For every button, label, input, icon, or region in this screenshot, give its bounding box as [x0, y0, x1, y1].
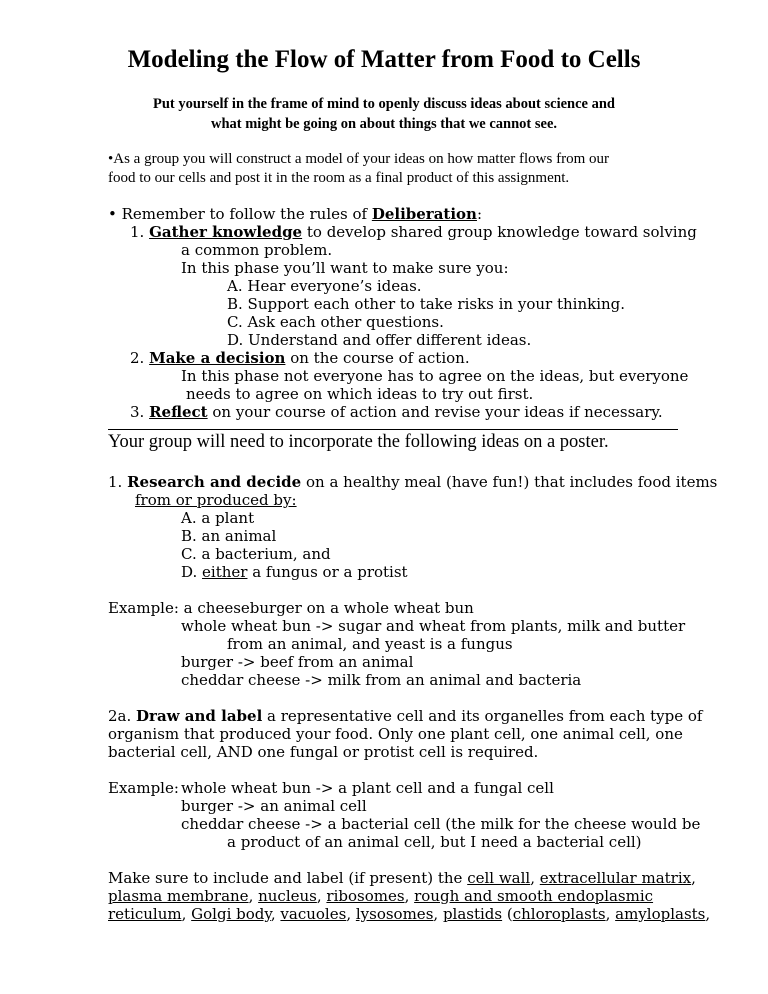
step-1-item-c: C. Ask each other questions.: [227, 313, 444, 331]
bullet: •: [108, 151, 114, 167]
term-golgi: Golgi body: [191, 905, 271, 923]
step-1-item-a: A. Hear everyone’s ideas.: [227, 277, 422, 295]
term-lysosomes: lysosomes: [355, 905, 434, 923]
final-line-1: Make sure to include and label (if present) the cell wall, extracellular matrix,: [108, 869, 696, 887]
item-2a-line-3: bacterial cell, AND one fungal or protist cell is required.: [108, 743, 539, 761]
step-2-line-2: needs to agree on which ideas to try out first.: [186, 385, 534, 403]
term-vacuoles: vacuoles: [280, 905, 347, 923]
term-plasma-membrane: plasma membrane: [108, 887, 249, 905]
step-1-item-b: B. Support each other to take risks in your thinking.: [227, 295, 626, 313]
example-2-line-4: a product of an animal cell, but I need a bacterial cell): [227, 833, 642, 851]
deliberation-keyword: Deliberation: [371, 205, 477, 223]
example-1-line-1: whole wheat bun -> sugar and wheat from plants, milk and butter: [181, 617, 686, 635]
step-1-phase: In this phase you’ll want to make sure you:: [181, 259, 509, 277]
page-title: Modeling the Flow of Matter from Food to Cells: [127, 46, 641, 73]
step-2: 2. Make a decision on the course of action.: [130, 349, 470, 367]
item-2a: 2a. Draw and label a representative cell and its organelles from each type of: [108, 707, 703, 725]
item-1-c: C. a bacterium, and: [181, 545, 331, 563]
example-1-line-2: from an animal, and yeast is a fungus: [227, 635, 513, 653]
example-1-label: Example: a cheeseburger on a whole wheat bun: [108, 599, 474, 617]
term-reticulum: reticulum: [108, 905, 182, 923]
term-er: rough and smooth endoplasmic: [414, 887, 654, 905]
draw-label-keyword: Draw and label: [136, 707, 263, 725]
item-1-d: D. either a fungus or a protist: [181, 563, 408, 581]
term-ribosomes: ribosomes: [326, 887, 405, 905]
example-2-line-1: whole wheat bun -> a plant cell and a fungal cell: [181, 779, 554, 797]
deliberation-lead: • Remember to follow the rules of Deliberation:: [108, 205, 483, 223]
term-ecm: extracellular matrix: [539, 869, 692, 887]
term-nucleus: nucleus: [258, 887, 317, 905]
step-1-item-d: D. Understand and offer different ideas.: [227, 331, 532, 349]
step-2-line-1: In this phase not everyone has to agree on the ideas, but everyone: [181, 367, 689, 385]
research-decide-keyword: Research and decide: [127, 473, 302, 491]
final-line-3: reticulum, Golgi body, vacuoles, lysosomes, plastids (chloroplasts, amyloplasts,: [108, 905, 711, 923]
reflect-keyword: Reflect: [149, 403, 208, 421]
divider-rule: [108, 429, 678, 430]
term-plastids: plastids: [442, 905, 503, 923]
example-2-line-3: cheddar cheese -> a bacterial cell (the milk for the cheese would be: [181, 815, 701, 833]
make-decision-keyword: Make a decision: [149, 349, 286, 367]
term-cell-wall: cell wall: [467, 869, 531, 887]
item-1-b: B. an animal: [181, 527, 277, 545]
example-1-line-4: cheddar cheese -> milk from an animal and bacteria: [181, 671, 582, 689]
poster-heading: Your group will need to incorporate the following ideas on a poster.: [108, 432, 609, 452]
final-line-2: plasma membrane, nucleus, ribosomes, rough and smooth endoplasmic: [108, 887, 654, 905]
intro-line-1: •As a group you will construct a model of your ideas on how matter flows from our: [108, 151, 609, 167]
term-chloroplasts: chloroplasts: [512, 905, 606, 923]
subtitle-line-2: what might be going on about things that we cannot see.: [210, 116, 558, 132]
step-3: 3. Reflect on your course of action and revise your ideas if necessary.: [130, 403, 663, 421]
intro-line-2: food to our cells and post it in the room as a final product of this assignment.: [108, 170, 570, 186]
step-1-cont: a common problem.: [181, 241, 333, 259]
item-1-cont: from or produced by:: [135, 491, 297, 509]
example-2-line-2: burger -> an animal cell: [181, 797, 367, 815]
example-1-line-3: burger -> beef from an animal: [181, 653, 414, 671]
item-1-a: A. a plant: [181, 509, 255, 527]
item-1: 1. Research and decide on a healthy meal (have fun!) that includes food items: [108, 473, 718, 491]
example-2-label: Example:: [108, 779, 179, 797]
subtitle-line-1: Put yourself in the frame of mind to openly discuss ideas about science and: [152, 96, 615, 112]
term-amyloplasts: amyloplasts: [615, 905, 706, 923]
step-1: 1. Gather knowledge to develop shared group knowledge toward solving: [130, 223, 697, 241]
item-2a-line-2: organism that produced your food. Only one plant cell, one animal cell, one: [108, 725, 683, 743]
gather-knowledge-keyword: Gather knowledge: [149, 223, 303, 241]
